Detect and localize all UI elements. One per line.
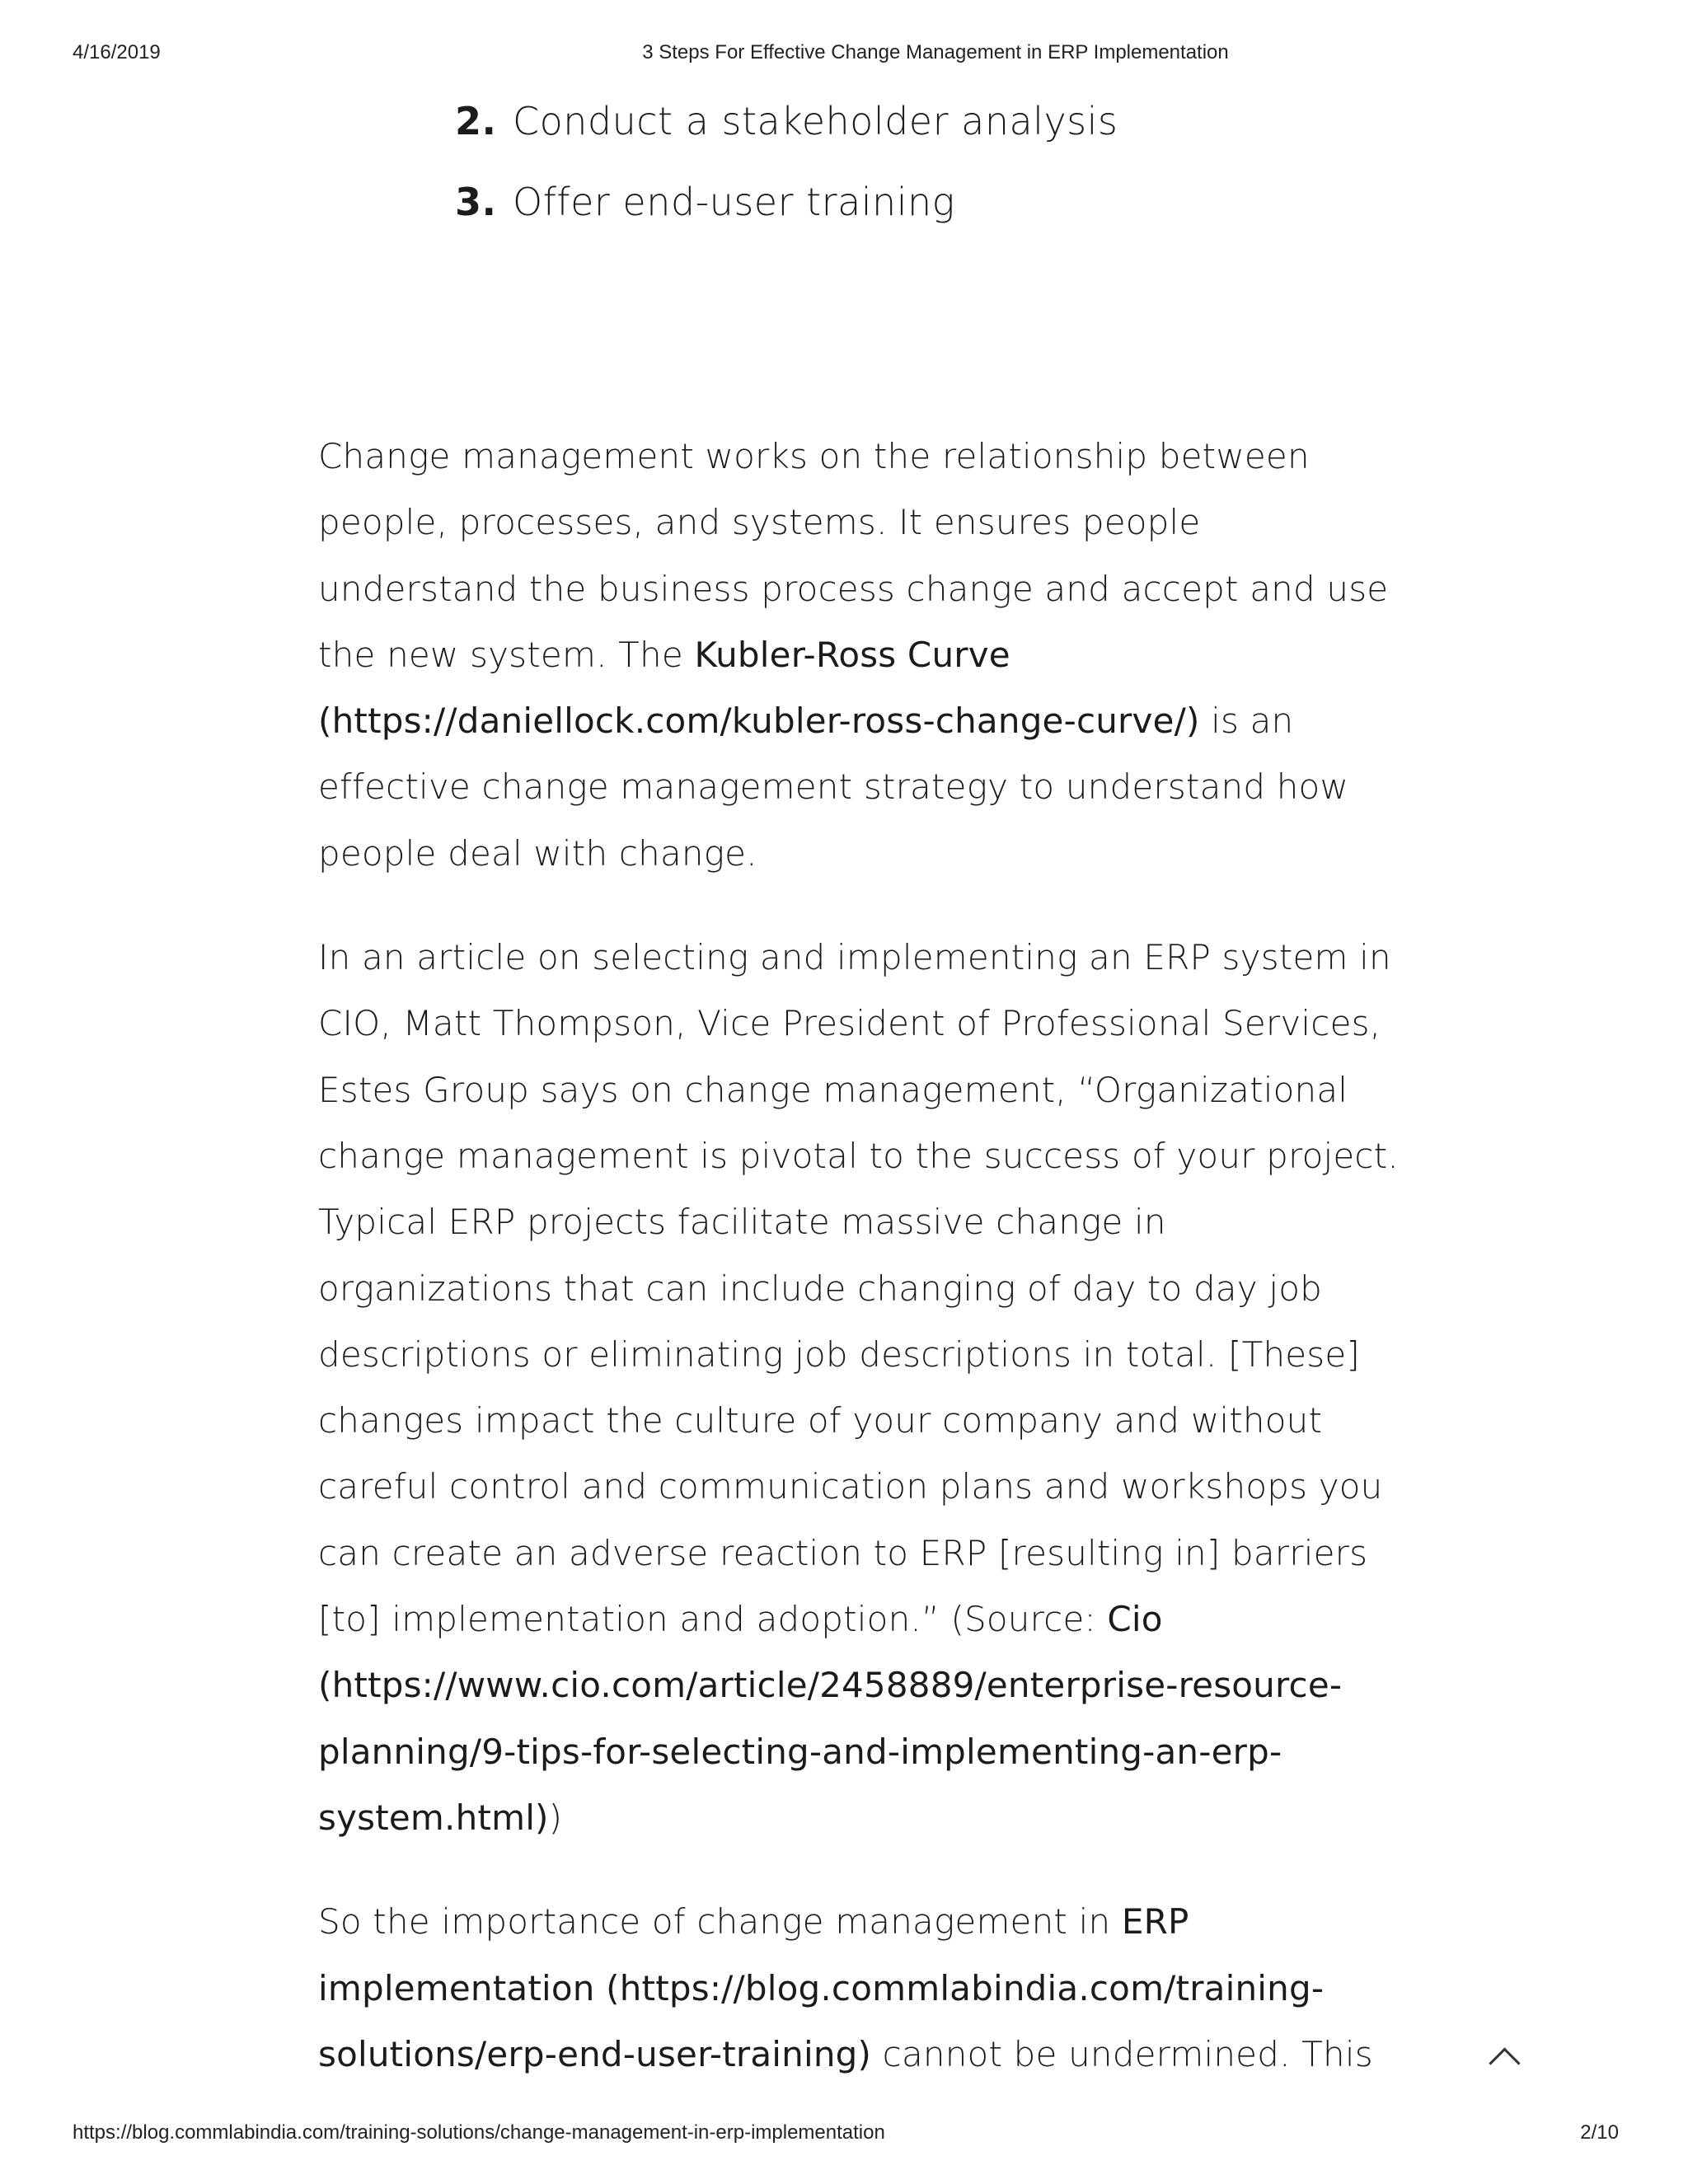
scroll-to-top-icon[interactable] (1489, 2047, 1520, 2079)
paragraph-cio-quote (318, 925, 1406, 1851)
cio-source-link[interactable]: Cio (https://www.cio.com/article/2458889/enterprise-resource-planning/9-tips-for-selecting-and-implementing-an-erp-system.html) (318, 1599, 1343, 1838)
paragraph-text: Change management works on the relationship between people, processes, and systems. It ensures people understand the business process change and accept and use the new system. The (318, 436, 1389, 675)
paragraph-text: ) (548, 1797, 563, 1838)
paragraph-importance (318, 1889, 1406, 2088)
paragraph-text: So the importance of change management in (318, 1901, 1122, 1943)
paragraph-text: In an article on selecting and implementing an ERP system in CIO, Matt Thompson, Vice President of Professional Services, Estes Group says on change management, “Organizational change management is pivotal to the success of your project. Typical ERP projects facilitate massive change in organizations that can include changing of day to day job descriptions or eliminating job descriptions in total. [These] changes impact the culture of your company and without careful control and communication plans and workshops you can create an adverse reaction to ERP [resulting in] barriers [to] implementation and adoption.” (Source: (318, 937, 1399, 1640)
list-item (455, 162, 1118, 242)
erp-implementation-link[interactable]: ERP implementation (https://blog.commlabindia.com/training-solutions/erp-end-user-training) (318, 1901, 1325, 2074)
list-item (455, 81, 1118, 162)
list-item-number: 2. (455, 99, 497, 143)
print-date: 4/16/2019 (73, 41, 161, 63)
print-url: https://blog.commlabindia.com/training-solutions/change-management-in-erp-implementation (73, 2121, 885, 2144)
steps-list (455, 81, 1118, 242)
list-item-number: 3. (455, 180, 497, 224)
article-body (318, 424, 1406, 2125)
print-title: 3 Steps For Effective Change Management in ERP Implementation (642, 41, 1229, 63)
paragraph-text: is an effective change management strategy to understand how people deal with change. (318, 701, 1349, 874)
list-item-text: Offer end-user training (513, 180, 955, 224)
paragraph-text: cannot be undermined. This (871, 2033, 1373, 2074)
kubler-ross-link[interactable]: Kubler-Ross Curve (https://daniellock.com/kubler-ross-change-curve/) (318, 634, 1200, 742)
paragraph-change-management (318, 424, 1406, 887)
page-number: 2/10 (1580, 2121, 1619, 2144)
list-item-text: Conduct a stakeholder analysis (513, 99, 1118, 143)
